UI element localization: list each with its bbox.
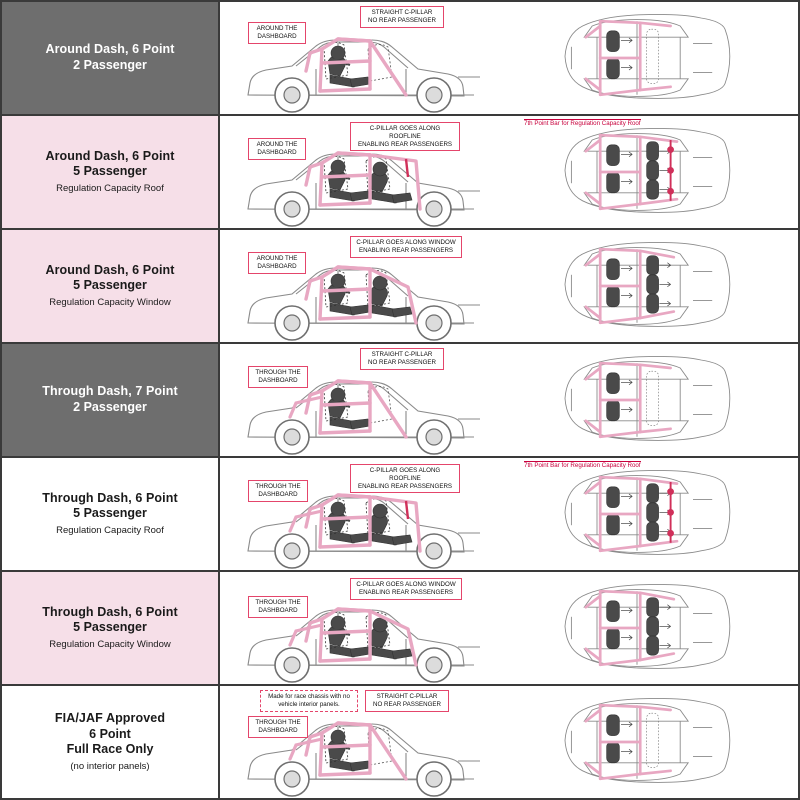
callout-note: AROUND THE DASHBOARD (248, 138, 306, 160)
callout-note: STRAIGHT C-PILLAR NO REAR PASSENGER (360, 348, 444, 370)
row-label-line1: Through Dash, 6 Point (42, 604, 178, 619)
callout-note: THROUGH THE DASHBOARD (248, 366, 308, 388)
car-top-view (492, 230, 798, 342)
diagram-area (220, 344, 798, 456)
row-label-line2: 2 Passenger (73, 58, 147, 72)
row-label-through-dash-7pt-2p (2, 344, 220, 456)
diagram-area (220, 686, 798, 798)
car-top-view (492, 686, 798, 798)
row-label-line1: Around Dash, 6 Point (45, 262, 175, 277)
callout-note: C-PILLAR GOES ALONG ROOFLINE ENABLING REAR PASSENGERS (350, 464, 460, 493)
row-label-line2: 5 Passenger (73, 620, 147, 635)
callout-note: THROUGH THE DASHBOARD (248, 716, 308, 738)
callout-note: THROUGH THE DASHBOARD (248, 480, 308, 502)
callout-note: STRAIGHT C-PILLAR NO REAR PASSENGER (365, 690, 449, 712)
seventh-point-bar-text: 7th Point Bar for Regulation Capacity Roof (524, 462, 641, 469)
cage-row (2, 2, 798, 116)
row-label-around-dash-6pt-5p-window (2, 230, 220, 342)
row-label-around-dash-6pt-2p (2, 2, 220, 114)
cage-row (2, 686, 798, 798)
car-side-view (220, 572, 492, 684)
row-label-line2: 5 Passenger (73, 164, 147, 179)
callout-note: C-PILLAR GOES ALONG WINDOW ENABLING REAR PASSENGERS (350, 236, 462, 258)
diagram-area (220, 458, 798, 570)
car-side-view (220, 116, 492, 228)
row-label-line3: Regulation Capacity Roof (56, 524, 164, 536)
row-label-line1: Around Dash, 6 Point (45, 148, 175, 163)
row-label-line1: Around Dash, 6 Point (45, 42, 175, 57)
cage-row (2, 572, 798, 686)
callout-note: AROUND THE DASHBOARD (248, 252, 306, 274)
diagram-area (220, 230, 798, 342)
cage-row (2, 116, 798, 230)
callout-note: Made for race chassis with no vehicle interior panels. (260, 690, 358, 712)
seventh-point-bar-text: 7th Point Bar for Regulation Capacity Roof (524, 120, 641, 127)
car-top-view (492, 458, 798, 570)
row-label-line3: Regulation Capacity Roof (56, 182, 164, 194)
car-top-view (492, 116, 798, 228)
cage-row (2, 458, 798, 572)
row-label-line2: 5 Passenger (73, 506, 147, 521)
car-top-view (492, 2, 798, 114)
car-side-view (220, 344, 492, 456)
diagram-area (220, 116, 798, 228)
row-label-line1: Through Dash, 7 Point (42, 384, 178, 399)
seventh-point-bar-label (524, 461, 641, 469)
row-label-through-dash-6pt-5p-window (2, 572, 220, 684)
callout-note: C-PILLAR GOES ALONG ROOFLINE ENABLING REAR PASSENGERS (350, 122, 460, 151)
seventh-point-bar-label (524, 119, 641, 127)
row-label-through-dash-6pt-5p-roof (2, 458, 220, 570)
car-side-view (220, 2, 492, 114)
diagram-area (220, 572, 798, 684)
row-label-line2: 5 Passenger (73, 278, 147, 293)
callout-note: C-PILLAR GOES ALONG WINDOW ENABLING REAR PASSENGERS (350, 578, 462, 600)
cage-row (2, 230, 798, 344)
row-label-line3: (no interior panels) (70, 760, 150, 772)
row-label-line2: 2 Passenger (73, 400, 147, 414)
car-top-view (492, 344, 798, 456)
diagram-area (220, 2, 798, 114)
car-side-view (220, 230, 492, 342)
callout-note: AROUND THE DASHBOARD (248, 22, 306, 44)
row-label-line3: Regulation Capacity Window (49, 638, 171, 650)
row-label-fia-jaf-6pt-full-race (2, 686, 220, 798)
row-label-line2: 6 Point Full Race Only (66, 726, 154, 757)
row-label-line1: Through Dash, 6 Point (42, 490, 178, 505)
car-top-view (492, 572, 798, 684)
car-side-view (220, 686, 492, 798)
row-label-around-dash-6pt-5p-roof (2, 116, 220, 228)
row-label-line3: Regulation Capacity Window (49, 296, 171, 308)
callout-note: THROUGH THE DASHBOARD (248, 596, 308, 618)
car-side-view (220, 458, 492, 570)
cage-row (2, 344, 798, 458)
callout-note: STRAIGHT C-PILLAR NO REAR PASSENGER (360, 6, 444, 28)
row-label-line1: FIA/JAF Approved (54, 710, 166, 725)
